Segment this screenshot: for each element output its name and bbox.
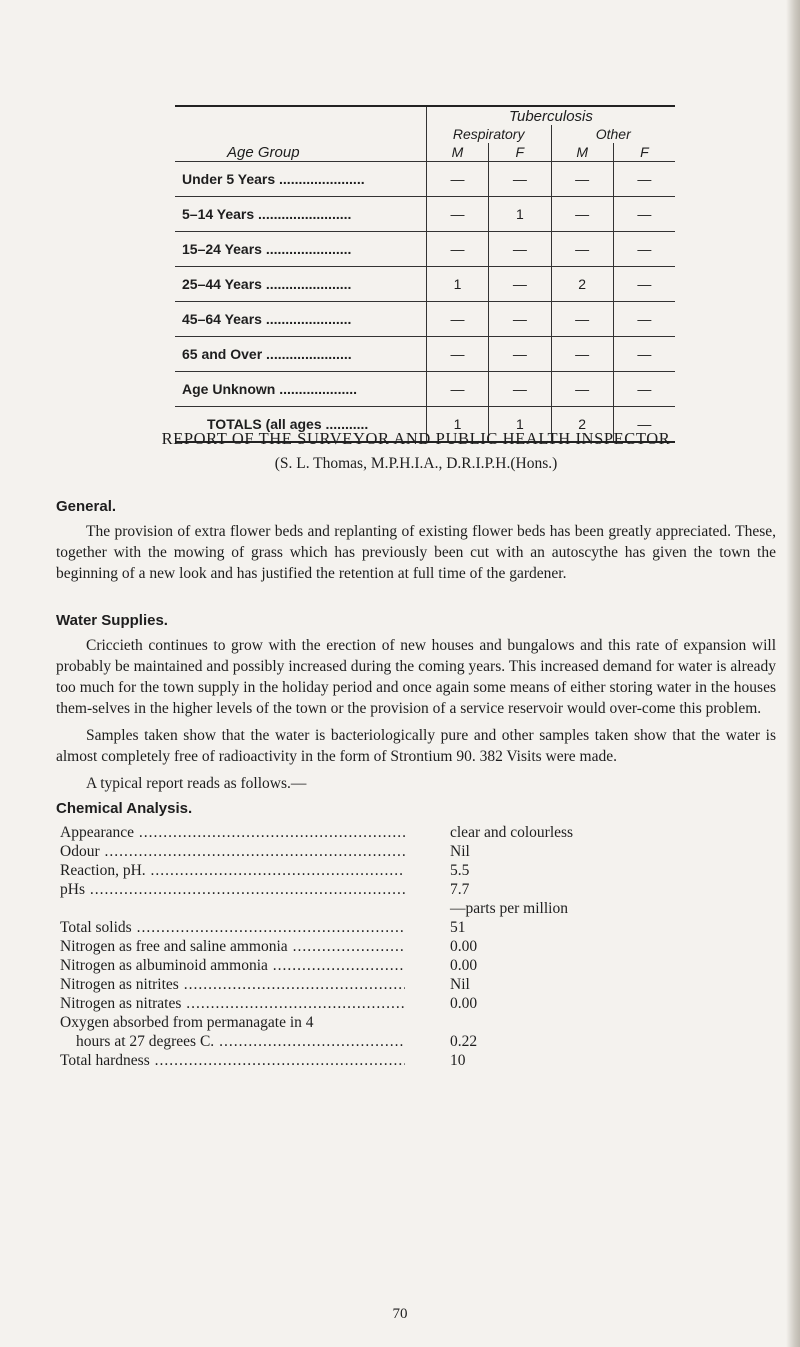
general-heading: General. <box>56 498 117 515</box>
analysis-value: 5.5 <box>450 862 470 879</box>
page-number: 70 <box>392 1306 408 1322</box>
table-cell: — <box>426 372 488 407</box>
analysis-label: pHs ..... <box>56 880 405 899</box>
table-cell: — <box>426 302 488 337</box>
table-cell: — <box>489 302 551 337</box>
table-cell: — <box>551 337 613 372</box>
analysis-label: Nitrogen as nitrites ..... <box>56 975 405 994</box>
analysis-value: 7.7 <box>450 881 470 898</box>
analysis-value: 0.00 <box>450 995 478 1012</box>
table-cell: — <box>489 372 551 407</box>
table-cell: — <box>489 267 551 302</box>
list-item <box>56 823 776 842</box>
analysis-value: 10 <box>450 1052 466 1069</box>
water-paragraph: Criccieth continues to grow with the erection of new houses and bungalows and this rate of expansion will probably be maintained and possibly increased during the coming years. This increased demand for water is already too much for the town supply in the holiday period and once again some means of either storing water in the houses them-selves in the higher levels of the town or the provision of a service reservoir would over-come this problem. <box>56 637 776 717</box>
analysis-value: Nil <box>450 843 470 860</box>
row-label: 5–14 Years ........................ <box>175 197 426 232</box>
list-item <box>56 994 776 1013</box>
analysis-label: Appearance ..... <box>56 823 405 842</box>
typical-report-line: A typical report reads as follows.— <box>86 775 307 792</box>
analysis-label <box>56 899 405 918</box>
report-section <box>56 428 776 1070</box>
sex-header-f: F <box>613 143 675 162</box>
table-cell: — <box>613 407 675 443</box>
row-label: 45–64 Years ...................... <box>175 302 426 337</box>
row-label: 25–44 Years ...................... <box>175 267 426 302</box>
sex-header-f: F <box>489 143 551 162</box>
table-cell: 2 <box>551 407 613 443</box>
analysis-label: Reaction, pH. ..... <box>56 861 405 880</box>
analysis-label: Oxygen absorbed from permanagate in 4 <box>60 1014 314 1031</box>
table-cell: — <box>613 337 675 372</box>
list-item <box>56 918 776 937</box>
list-item <box>56 842 776 861</box>
table-cell: 1 <box>426 267 488 302</box>
samples-paragraph: Samples taken show that the water is bacteriologically pure and other samples taken show that the water is almost completely free of radioactivity in the form of Strontium 90. 382 Visits were made. <box>56 727 776 765</box>
sex-header-m: M <box>551 143 613 162</box>
table-cell: — <box>426 337 488 372</box>
sex-header-m: M <box>426 143 488 162</box>
analysis-label: Total solids ..... <box>56 918 405 937</box>
subheader-respiratory: Respiratory <box>426 125 551 143</box>
analysis-label: Nitrogen as albuminoid ammonia ..... <box>56 956 405 975</box>
row-label: 65 and Over ...................... <box>175 337 426 372</box>
list-item <box>56 1032 776 1051</box>
analysis-value: 0.22 <box>450 1033 478 1050</box>
analysis-list <box>56 823 776 1070</box>
table-row <box>175 267 675 302</box>
table-cell: — <box>489 162 551 197</box>
table-row <box>175 197 675 232</box>
table-cell: — <box>426 197 488 232</box>
report-title: REPORT OF THE SURVEYOR AND PUBLIC HEALTH INSPECTOR <box>161 429 671 448</box>
analysis-value: 0.00 <box>450 957 478 974</box>
analysis-value: 0.00 <box>450 938 478 955</box>
age-group-header: Age Group <box>175 143 426 162</box>
water-heading: Water Supplies. <box>56 612 168 629</box>
subheader-other: Other <box>551 125 675 143</box>
row-label: TOTALS (all ages ........... <box>175 407 426 443</box>
table-cell: — <box>489 232 551 267</box>
table-cell: — <box>613 302 675 337</box>
analysis-label: hours at 27 degrees C. ..... <box>56 1032 405 1051</box>
analysis-value: 51 <box>450 919 466 936</box>
list-item <box>56 861 776 880</box>
table-caption: Tuberculosis <box>426 107 675 125</box>
table-row <box>175 337 675 372</box>
table-cell: — <box>551 232 613 267</box>
table-cell: — <box>551 302 613 337</box>
table-row <box>175 232 675 267</box>
analysis-value <box>405 1013 450 1032</box>
row-label: Age Unknown .................... <box>175 372 426 407</box>
list-item <box>56 899 776 918</box>
table-cell: 1 <box>489 197 551 232</box>
table-cell: — <box>551 162 613 197</box>
table-cell: — <box>551 372 613 407</box>
table-row <box>175 372 675 407</box>
page-edge-shadow <box>786 0 800 1347</box>
analysis-label: Nitrogen as nitrates ..... <box>56 994 405 1013</box>
general-paragraph: The provision of extra flower beds and replanting of existing flower beds has been greatly appreciated. These, together with the mowing of grass which has previously been cut with an autoscythe has given the town the beginning of a new look and has justified the retention at full time of the gardener. <box>56 523 776 582</box>
report-subtitle: (S. L. Thomas, M.P.H.I.A., D.R.I.P.H.(Hons.) <box>274 455 558 472</box>
chemical-analysis-heading: Chemical Analysis. <box>56 800 193 817</box>
list-item <box>56 1051 776 1070</box>
table-row <box>175 302 675 337</box>
list-item <box>56 937 776 956</box>
list-item <box>56 880 776 899</box>
table-cell: — <box>613 162 675 197</box>
table-cell: — <box>489 337 551 372</box>
analysis-label: Nitrogen as free and saline ammonia ..... <box>56 937 405 956</box>
table-cell: — <box>426 232 488 267</box>
list-item <box>56 975 776 994</box>
analysis-value: Nil <box>450 976 470 993</box>
analysis-label: Total hardness ..... <box>56 1051 405 1070</box>
table-cell: 1 <box>426 407 488 443</box>
table-cell: — <box>613 267 675 302</box>
table-cell: — <box>551 197 613 232</box>
list-item <box>56 956 776 975</box>
table-cell: — <box>613 232 675 267</box>
table-row <box>175 162 675 197</box>
analysis-label: Odour ..... <box>56 842 405 861</box>
list-item <box>56 1013 776 1032</box>
row-label: Under 5 Years ...................... <box>175 162 426 197</box>
table-cell: 1 <box>489 407 551 443</box>
row-label: 15–24 Years ...................... <box>175 232 426 267</box>
table-cell: — <box>426 162 488 197</box>
tuberculosis-table <box>175 105 675 443</box>
analysis-value: clear and colourless <box>450 824 574 841</box>
table-cell: — <box>613 372 675 407</box>
units-note: —parts per million <box>450 900 568 917</box>
table-cell: — <box>613 197 675 232</box>
table-cell: 2 <box>551 267 613 302</box>
